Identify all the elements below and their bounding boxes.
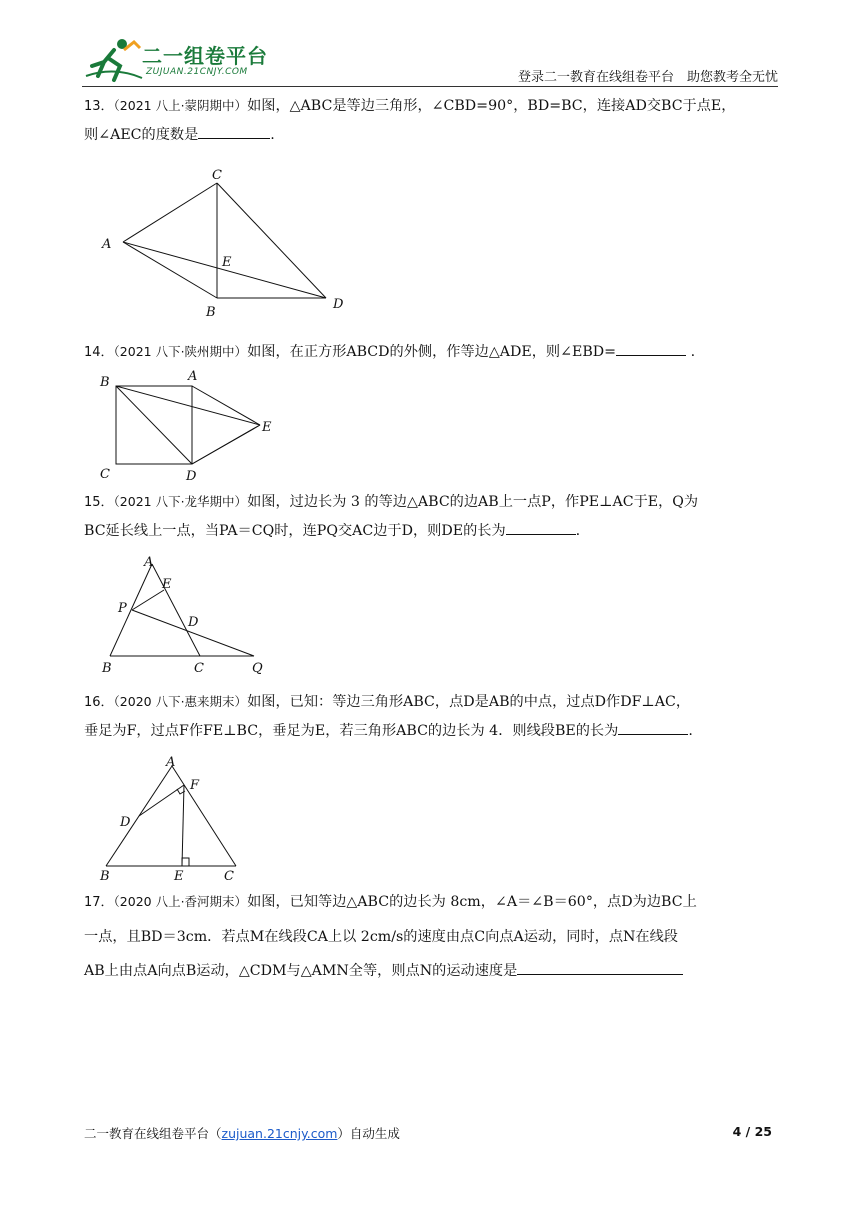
figure-16 [96, 752, 246, 884]
logo-text: 二一组卷平台 [142, 44, 268, 68]
question-14: 14．（2021 八下·陕州期中）如图，在正方形ABCD的外侧，作等边△ADE，则∠EBD= . [84, 338, 784, 367]
label-e: E [222, 255, 232, 270]
label-a: A [166, 755, 176, 770]
answer-blank[interactable] [616, 339, 686, 356]
question-17: 17．（2020 八上·香河期末）如图，已知等边△ABC的边长为 8cm，∠A＝∠B＝60°，点D为边BC上 一点，且BD＝3cm．若点M在线段CA上以 2cm/s的速度由点C向点A运动，同时，点N在线段 AB上由点A向点B运动，△CDM与△AMN全等，则点N的运动速度是 [84, 894, 697, 979]
footer-link[interactable]: zujuan.21cnjy.com [221, 1126, 338, 1141]
answer-blank[interactable] [506, 518, 576, 535]
label-b: B [100, 869, 110, 884]
figure-15 [96, 552, 272, 680]
answer-blank[interactable] [517, 958, 683, 975]
answer-blank[interactable] [198, 122, 270, 139]
label-q: Q [252, 661, 263, 676]
logo-subtitle: ZUJUAN.21CNJY.COM [146, 67, 248, 77]
label-b: B [100, 375, 110, 390]
label-a: A [102, 237, 112, 252]
label-c: C [212, 168, 222, 183]
label-e: E [174, 869, 184, 884]
label-f: F [190, 778, 200, 793]
question-13: 13．（2021 八上·蒙阴期中）如图，△ABC是等边三角形，∠CBD=90°，BD=BC，连接AD交BC于点E， 则∠AEC的度数是 . [84, 98, 736, 143]
label-d: D [333, 297, 344, 312]
label-p: P [118, 601, 127, 616]
footer-source: 二一教育在线组卷平台（zujuan.21cnjy.com）自动生成 [84, 1126, 400, 1141]
label-e: E [162, 577, 172, 592]
label-d: D [186, 469, 197, 484]
label-b: B [206, 305, 216, 320]
answer-blank[interactable] [618, 718, 688, 735]
label-a: A [188, 369, 198, 384]
label-c: C [100, 467, 110, 482]
figure-14 [96, 366, 286, 484]
logo-runner-icon [84, 36, 144, 84]
label-c: C [224, 869, 234, 884]
header-divider [82, 86, 778, 87]
figure-13 [96, 162, 356, 324]
label-b: B [102, 661, 112, 676]
question-13-line1: 如图，△ABC是等边三角形，∠CBD=90°，BD=BC，连接AD交BC于点E， [247, 98, 736, 114]
label-a: A [144, 555, 154, 570]
label-d: D [188, 615, 199, 630]
header-slogan: 登录二一教育在线组卷平台 助您教考全无忧 [517, 70, 778, 85]
label-c: C [194, 661, 204, 676]
page-number: 4 / 25 [732, 1124, 772, 1139]
label-d: D [120, 815, 131, 830]
label-e: E [262, 420, 272, 435]
question-16: 16．（2020 八下·惠来期末）如图，已知：等边三角形ABC，点D是AB的中点，过点D作DF⊥AC， 垂足为F，过点F作FE⊥BC，垂足为E，若三角形ABC的边长为 4．则线段BE的长为 . [84, 694, 693, 739]
question-15: 15．（2021 八下·龙华期中）如图，过边长为 3 的等边△ABC的边AB上一点P，作PE⊥AC于E，Q为 BC延长线上一点，当PA＝CQ时，连PQ交AC边于D，则DE的长为 . [84, 494, 699, 539]
